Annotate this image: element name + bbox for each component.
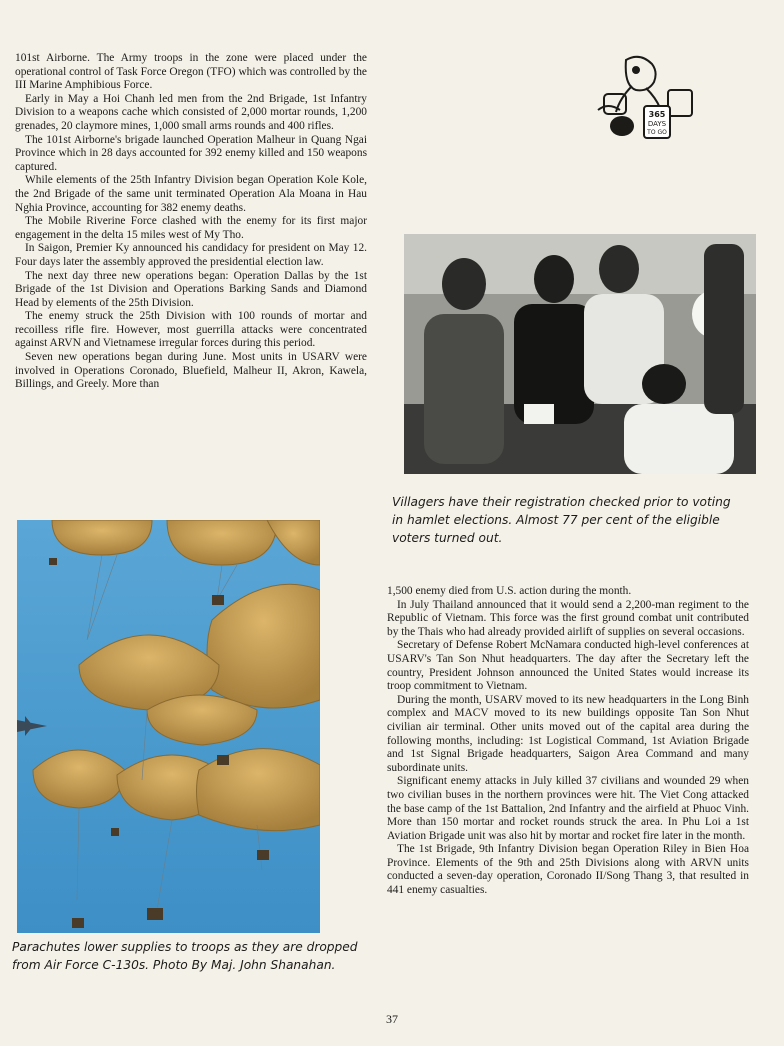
left-paragraph: The enemy struck the 25th Division with 100 rounds of mortar and recoilless rifle fire. However, most guerrilla attacks were concentrated against ARVN and Vietnamese irregular forces during this period.: [15, 310, 367, 350]
left-paragraph: In Saigon, Premier Ky announced his candidacy for president on May 12. Four days later the assembly approved the presidential election law.: [15, 242, 367, 268]
left-text-column: [15, 52, 367, 392]
cartoon-soldier-logo: [596, 50, 708, 142]
parachutes-caption: Parachutes lower supplies to troops as they are dropped from Air Force C-130s. Photo By Maj. John Shanahan.: [12, 940, 358, 972]
logo-number: 365: [648, 110, 666, 119]
page-number: 37: [386, 1012, 398, 1026]
right-text-column: [387, 585, 749, 898]
left-paragraph: The next day three new operations began: Operation Dallas by the 1st Brigade of the 1st Division and Operations Barking Sands and Diamond Head by elements of the 25th Division.: [15, 269, 367, 309]
left-paragraph: Seven new operations began during June. Most units in USARV were involved in Operations Coronado, Bluefield, Malheur II, Akron, Kawela, Billings, and Greely. More than: [15, 351, 367, 391]
logo-to-go: TO GO: [647, 129, 667, 136]
villagers-photo: [404, 234, 756, 474]
right-paragraph: 1,500 enemy died from U.S. action during the month.: [387, 585, 632, 597]
parachutes-photo: [17, 520, 320, 933]
logo-days: DAYS: [647, 120, 667, 128]
left-paragraph: 101st Airborne. The Army troops in the zone were placed under the operational control of Task Force Oregon (TFO) which was controlled by the III Marine Amphibious Force.: [15, 52, 367, 92]
left-paragraph: The Mobile Riverine Force clashed with the enemy for its first major engagement in the delta 15 miles west of My Tho.: [15, 215, 367, 241]
left-paragraph: Early in May a Hoi Chanh led men from the 2nd Brigade, 1st Infantry Division to a weapons cache which consisted of 2,000 mortar rounds, 1,200 grenades, 20 claymore mines, 1,000 small arms rounds and 400 rifles.: [15, 92, 367, 132]
left-paragraph: The 101st Airborne's brigade launched Operation Malheur in Quang Ngai Province which in 28 days accounted for 392 enemy killed and 150 weapons captured.: [15, 133, 367, 173]
villagers-caption: Villagers have their registration checked prior to voting in hamlet elections. Almost 77 per cent of the eligible voters turned out.: [392, 495, 731, 545]
right-paragraph: During the month, USARV moved to its new headquarters in the Long Binh complex and MACV moved to its new buildings opposite Tan Son Nhut civilian air terminal. Other units moved out of the capital area during the following months, including: 1st Logistical Command, 1st Aviation Brigade and 1st Signal Brigade headquarters, Saigon Area Command and many subordinate units.: [387, 693, 749, 774]
right-paragraph: The 1st Brigade, 9th Infantry Division began Operation Riley in Bien Hoa Province. Elements of the 9th and 25th Divisions along with ARVN units conducted a seven-day operation, Coronado II/Song Thang 3, that resulted in 441 enemy casualties.: [387, 843, 749, 897]
right-paragraph: Secretary of Defense Robert McNamara conducted high-level conferences at USARV's Tan Son Nhut headquarters. The day after the Secretary left the country, President Johnson announced the United States would increase its troop commitment to Vietnam.: [387, 639, 749, 693]
right-paragraph: Significant enemy attacks in July killed 37 civilians and wounded 29 when two civilian buses in the northern provinces were hit. The Viet Cong attacked the base camp of the 1st Battalion, 2nd Infantry and the airfield at Phuoc Vinh. More than 150 mortar and rocket rounds struck the area. In Phu Loi a 1st Aviation Brigade unit was also hit by mortar and rocket fire later in the month.: [387, 775, 749, 842]
left-paragraph: While elements of the 25th Infantry Division began Operation Kole Kole, the 2nd Brigade of the same unit terminated Operation Ala Moana in Hau Nghia Province, accounting for 382 enemy deaths.: [15, 174, 367, 214]
right-paragraph: In July Thailand announced that it would send a 2,200-man regiment to the Republic of Vietnam. This force was the first ground combat unit contributed by the Thais who had already provided airlift of supplies on several occasions.: [387, 598, 749, 638]
